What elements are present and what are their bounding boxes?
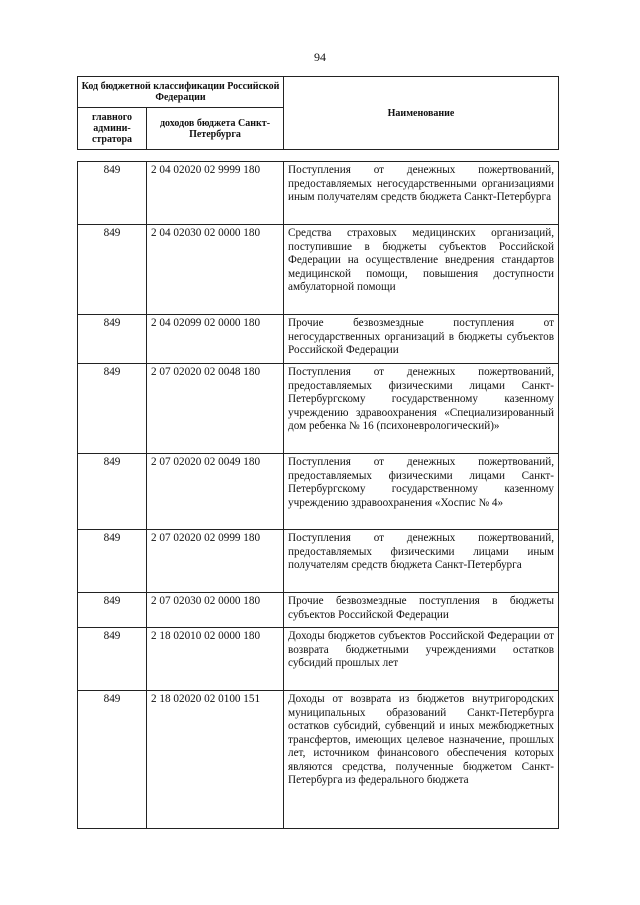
admin-code-cell: 849 — [78, 530, 147, 593]
admin-code-cell: 849 — [78, 162, 147, 225]
name-cell: Поступления от денежных пожертвований, предоставляемых негосударственными организациями иным получателям средств бюджета Санкт-Петербурга — [284, 162, 559, 225]
table-row — [78, 593, 559, 628]
admin-code-cell: 849 — [78, 691, 147, 829]
table-row — [78, 454, 559, 530]
admin-code-cell: 849 — [78, 315, 147, 364]
admin-code-cell: 849 — [78, 225, 147, 315]
revenue-code-cell: 2 07 02020 02 0049 180 — [147, 454, 284, 530]
name-cell: Поступления от денежных пожертвований, предоставляемых физическими лицами иным получателям средств бюджета Санкт-Петербурга — [284, 530, 559, 593]
table-row — [78, 691, 559, 829]
admin-code-cell: 849 — [78, 628, 147, 691]
name-cell: Средства страховых медицинских организаций, поступившие в бюджеты субъектов Российской Федерации на осуществление внедрения стандартов медицинской помощи, повышения доступности амбулаторной помощи — [284, 225, 559, 315]
table-row — [78, 315, 559, 364]
name-cell: Поступления от денежных пожертвований, предоставляемых физическими лицами Санкт-Петербургскому государственному казенному учреждению здравоохранения «Специализированный дом ребенка № 16 (психоневрологический)» — [284, 364, 559, 454]
name-cell: Прочие безвозмездные поступления в бюджеты субъектов Российской Федерации — [284, 593, 559, 628]
table-row — [78, 628, 559, 691]
classification-table — [77, 161, 559, 829]
revenue-code-cell: 2 07 02030 02 0000 180 — [147, 593, 284, 628]
header-code-column: доходов бюджета Санкт-Петербурга — [147, 108, 284, 150]
revenue-code-cell: 2 04 02030 02 0000 180 — [147, 225, 284, 315]
admin-code-cell: 849 — [78, 593, 147, 628]
revenue-code-cell: 2 07 02020 02 0048 180 — [147, 364, 284, 454]
name-cell: Прочие безвозмездные поступления от негосударственных организаций в бюджеты субъектов Российской Федерации — [284, 315, 559, 364]
name-cell: Поступления от денежных пожертвований, предоставляемых физическими лицами Санкт-Петербургскому государственному казенному учреждению здравоохранения «Хоспис № 4» — [284, 454, 559, 530]
revenue-code-cell: 2 18 02020 02 0100 151 — [147, 691, 284, 829]
revenue-code-cell: 2 07 02020 02 0999 180 — [147, 530, 284, 593]
name-cell: Доходы от возврата из бюджетов внутригородских муниципальных образований Санкт-Петербурга остатков субсидий, субвенций и иных межбюджетных трансфертов, имеющих целевое назначение, прошлых лет, источником финансового обеспечения которых являются средства, полученные бюджетом Санкт-Петербурга из федерального бюджета — [284, 691, 559, 829]
table-header — [77, 76, 559, 150]
revenue-code-cell: 2 18 02010 02 0000 180 — [147, 628, 284, 691]
header-group-title: Код бюджетной классификации Российской Федерации — [78, 77, 284, 108]
table-row — [78, 364, 559, 454]
revenue-code-cell: 2 04 02099 02 0000 180 — [147, 315, 284, 364]
admin-code-cell: 849 — [78, 364, 147, 454]
revenue-code-cell: 2 04 02020 02 9999 180 — [147, 162, 284, 225]
table-row — [78, 225, 559, 315]
table-row — [78, 530, 559, 593]
page-number: 94 — [314, 50, 326, 64]
table-row — [78, 162, 559, 225]
header-name-column: Наименование — [284, 77, 559, 150]
admin-code-cell: 849 — [78, 454, 147, 530]
header-admin-column: главного админи-стратора — [78, 108, 147, 150]
name-cell: Доходы бюджетов субъектов Российской Федерации от возврата бюджетными учреждениями остатков субсидий прошлых лет — [284, 628, 559, 691]
